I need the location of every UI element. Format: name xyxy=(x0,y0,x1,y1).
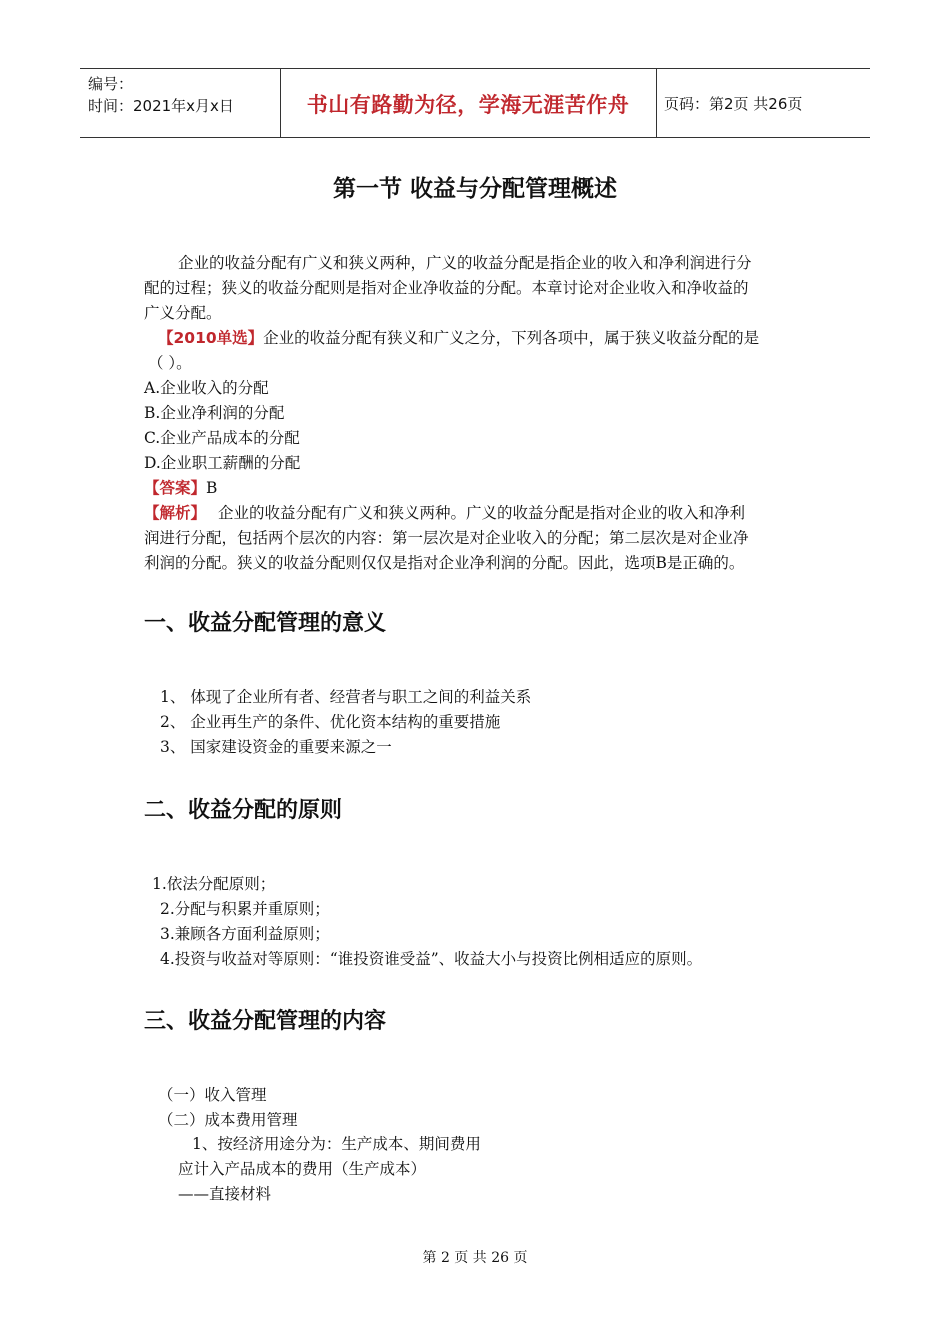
content-line: （一）收入管理 xyxy=(158,1086,267,1104)
intro-line: 企业的收益分配有广义和狭义两种，广义的收益分配是指企业的收入和净利润进行分 xyxy=(178,254,752,272)
answer-line xyxy=(144,476,217,501)
analysis-line: 润进行分配，包括两个层次的内容：第一层次是对企业收入的分配；第二层次是对企业净 xyxy=(144,529,749,547)
content-line: ——直接材料 xyxy=(178,1185,272,1203)
question-line xyxy=(158,326,759,351)
content-line: （二）成本费用管理 xyxy=(158,1111,298,1129)
header-page-number: 页码：第2页 共26页 xyxy=(664,95,803,113)
list-item: 3.兼顾各方面利益原则； xyxy=(160,925,330,943)
header-meta xyxy=(88,73,234,117)
section-heading: 三、收益分配管理的内容 xyxy=(144,1009,387,1034)
header-motto: 书山有路勤为径，学海无涯苦作舟 xyxy=(306,93,630,117)
option-a: A.企业收入的分配 xyxy=(144,379,269,397)
analysis-line xyxy=(144,501,745,526)
page-footer: 第 2 页 共 26 页 xyxy=(422,1250,528,1266)
option-b: B.企业净利润的分配 xyxy=(144,404,285,422)
option-c: C.企业产品成本的分配 xyxy=(144,429,300,447)
answer-value: B xyxy=(206,479,218,497)
list-item: 2.分配与积累并重原则； xyxy=(160,900,330,918)
list-item: 4.投资与收益对等原则：“谁投资谁受益”、收益大小与投资比例相适应的原则。 xyxy=(160,950,703,968)
section-heading: 二、收益分配的原则 xyxy=(144,798,343,823)
list-item: 3、 国家建设资金的重要来源之一 xyxy=(160,738,392,756)
list-item: 1、 体现了企业所有者、经营者与职工之间的利益关系 xyxy=(160,688,532,706)
question-tag: 【2010单选】 xyxy=(158,329,264,347)
analysis-line: 利润的分配。狭义的收益分配则仅仅是指对企业净利润的分配。因此，选项B是正确的。 xyxy=(144,554,745,572)
list-item: 1.依法分配原则； xyxy=(152,875,276,893)
header-divider xyxy=(656,69,657,137)
intro-line: 配的过程；狭义的收益分配则是指对企业净收益的分配。本章讨论对企业收入和净收益的 xyxy=(144,279,749,297)
page-title: 第一节 收益与分配管理概述 xyxy=(332,176,617,202)
analysis-tag: 【解析】 xyxy=(144,504,207,522)
list-item: 2、 企业再生产的条件、优化资本结构的重要措施 xyxy=(160,713,501,731)
content-line: 应计入产品成本的费用（生产成本） xyxy=(178,1160,427,1178)
content-line: 1、按经济用途分为：生产成本、期间费用 xyxy=(192,1135,481,1153)
analysis-text: 企业的收益分配有广义和狭义两种。广义的收益分配是指对企业的收入和净利 xyxy=(218,504,746,522)
option-d: D.企业职工薪酬的分配 xyxy=(144,454,301,472)
section-heading: 一、收益分配管理的意义 xyxy=(144,611,387,636)
question-text: 企业的收益分配有狭义和广义之分，下列各项中，属于狭义收益分配的是 xyxy=(263,329,760,347)
header-number: 编号： xyxy=(88,75,134,93)
page-header xyxy=(80,68,870,138)
answer-tag: 【答案】 xyxy=(144,479,207,497)
intro-line: 广义分配。 xyxy=(144,304,222,322)
header-time: 时间：2021年x月x日 xyxy=(88,97,234,115)
question-blank: （ ）。 xyxy=(148,354,192,372)
